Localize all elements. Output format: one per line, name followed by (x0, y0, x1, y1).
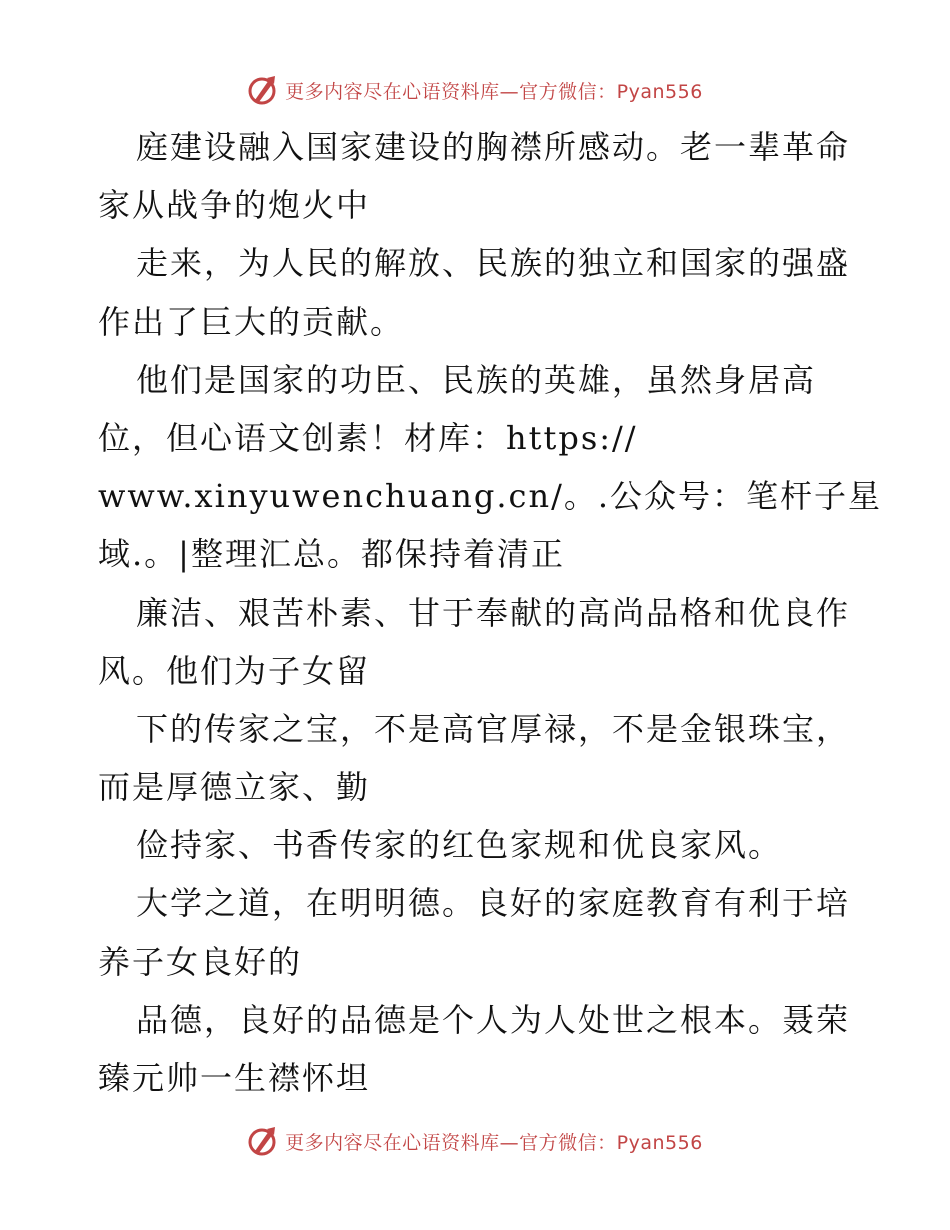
body-line: 品德，良好的品德是个人为人处世之根本。聂荣 (136, 1000, 851, 1039)
footer-banner-label: 更多内容尽在心语资料库—官方微信： (285, 1131, 617, 1154)
body-line: 俭持家、书香传家的红色家规和优良家风。 (136, 826, 783, 865)
document-body (98, 118, 883, 1107)
body-line: 作出了巨大的贡献。 (98, 302, 405, 341)
header-banner (0, 70, 950, 110)
body-line: 臻元帅一生襟怀坦 (98, 1059, 371, 1097)
body-line: 域.。|整理汇总。都保持着清正 (98, 535, 565, 574)
footer-wechat-handle: Pyan556 (616, 1131, 703, 1154)
body-line: 下的传家之宝，不是高官厚禄，不是金银珠宝， (136, 709, 851, 748)
quill-logo-icon (247, 74, 279, 106)
body-line: www.xinyuwenchuang.cn/。.公众号：笔杆子星 (98, 477, 883, 516)
footer-banner (0, 1121, 950, 1161)
body-line: 位，但心语文创素！材库：https:// (98, 418, 638, 457)
body-line: 他们是国家的功臣、民族的英雄，虽然身居高 (136, 360, 817, 399)
body-line: 庭建设融入国家建设的胸襟所感动。老一辈革命 (136, 128, 851, 166)
body-line: 廉洁、艰苦朴素、甘于奉献的高尚品格和优良作 (136, 593, 851, 632)
body-line: 家从战争的炮火中 (98, 186, 371, 225)
body-line: 走来，为人民的解放、民族的独立和国家的强盛 (136, 244, 851, 283)
header-wechat-handle: Pyan556 (616, 80, 703, 103)
body-line: 风。他们为子女留 (98, 651, 371, 690)
quill-logo-icon (247, 1125, 279, 1157)
footer-banner-text (285, 1128, 703, 1155)
body-line: 大学之道，在明明德。良好的家庭教育有利于培 (136, 884, 851, 923)
body-line: 而是厚德立家、勤 (98, 768, 371, 807)
header-banner-text (285, 77, 703, 104)
header-banner-label: 更多内容尽在心语资料库—官方微信： (285, 80, 617, 103)
body-line: 养子女良好的 (98, 942, 303, 981)
